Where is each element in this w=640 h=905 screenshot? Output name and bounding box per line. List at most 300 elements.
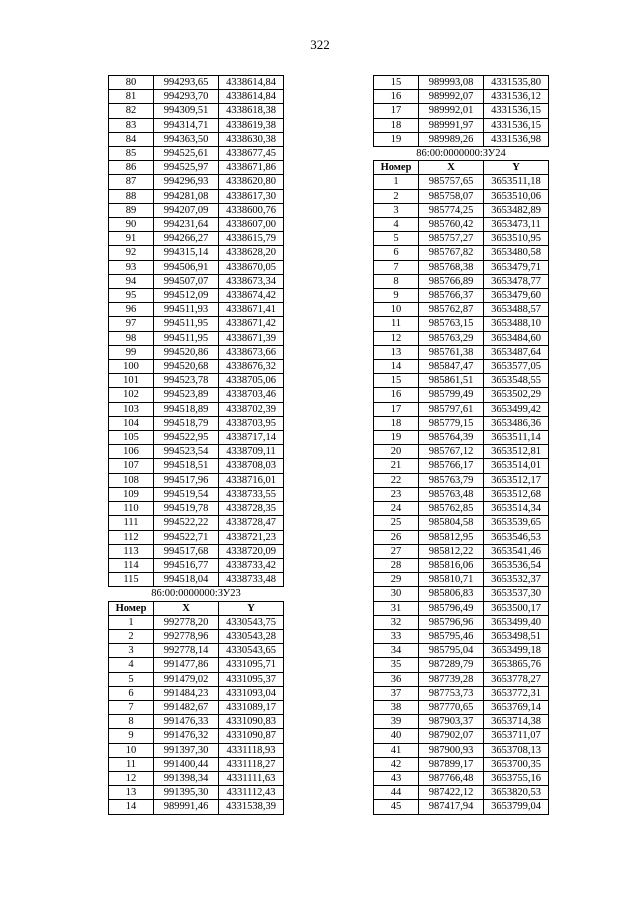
cell-y: 4338716,01 bbox=[219, 473, 284, 487]
cell-number: 93 bbox=[109, 260, 154, 274]
cell-number: 107 bbox=[109, 459, 154, 473]
cell-x: 994520,86 bbox=[154, 345, 219, 359]
table-row bbox=[374, 274, 549, 288]
table-row bbox=[374, 232, 549, 246]
cell-number: 20 bbox=[374, 445, 419, 459]
cell-x: 991400,44 bbox=[154, 757, 219, 771]
cell-x: 989991,46 bbox=[154, 800, 219, 814]
cell-number: 6 bbox=[109, 686, 154, 700]
cell-y: 4331536,12 bbox=[484, 90, 549, 104]
cell-number: 37 bbox=[374, 686, 419, 700]
cell-number: 45 bbox=[374, 800, 419, 814]
cell-x: 987739,28 bbox=[419, 672, 484, 686]
cell-x: 994518,79 bbox=[154, 416, 219, 430]
table-row bbox=[374, 104, 549, 118]
cell-x: 994296,93 bbox=[154, 175, 219, 189]
cell-number: 104 bbox=[109, 416, 154, 430]
cell-y: 4338607,00 bbox=[219, 218, 284, 232]
table-row bbox=[109, 90, 284, 104]
cell-number: 42 bbox=[374, 757, 419, 771]
table-row bbox=[109, 715, 284, 729]
cell-x: 991479,02 bbox=[154, 672, 219, 686]
cell-x: 994512,09 bbox=[154, 289, 219, 303]
cell-y: 3653536,54 bbox=[484, 558, 549, 572]
cell-x: 989992,01 bbox=[419, 104, 484, 118]
cell-y: 4338614,84 bbox=[219, 76, 284, 90]
table-row bbox=[109, 345, 284, 359]
cell-x: 985761,38 bbox=[419, 345, 484, 359]
cell-number: 24 bbox=[374, 502, 419, 516]
cell-number: 17 bbox=[374, 402, 419, 416]
cell-y: 4338709,11 bbox=[219, 445, 284, 459]
cell-y: 4338615,79 bbox=[219, 232, 284, 246]
cell-x: 985816,06 bbox=[419, 558, 484, 572]
cell-x: 994522,22 bbox=[154, 516, 219, 530]
table-row bbox=[109, 743, 284, 757]
cell-number: 89 bbox=[109, 203, 154, 217]
table-row bbox=[109, 289, 284, 303]
cell-y: 4331090,83 bbox=[219, 715, 284, 729]
cell-x: 994507,07 bbox=[154, 274, 219, 288]
table-row bbox=[374, 644, 549, 658]
table-row bbox=[109, 303, 284, 317]
table-row bbox=[374, 573, 549, 587]
cell-number: 2 bbox=[374, 189, 419, 203]
cell-number: 106 bbox=[109, 445, 154, 459]
cell-x: 987902,07 bbox=[419, 729, 484, 743]
cell-number: 18 bbox=[374, 118, 419, 132]
cell-x: 994517,96 bbox=[154, 473, 219, 487]
table-row bbox=[109, 686, 284, 700]
cell-number: 44 bbox=[374, 786, 419, 800]
cell-number: 15 bbox=[374, 374, 419, 388]
cell-y: 3653755,16 bbox=[484, 771, 549, 785]
cell-y: 3653772,31 bbox=[484, 686, 549, 700]
cell-x: 994523,78 bbox=[154, 374, 219, 388]
table-row bbox=[374, 303, 549, 317]
cell-number: 22 bbox=[374, 473, 419, 487]
cell-y: 3653482,89 bbox=[484, 203, 549, 217]
table-row bbox=[374, 459, 549, 473]
table-row bbox=[109, 530, 284, 544]
table-row bbox=[374, 218, 549, 232]
cell-y: 4338733,42 bbox=[219, 558, 284, 572]
cell-y: 3653708,13 bbox=[484, 743, 549, 757]
cell-number: 1 bbox=[109, 615, 154, 629]
cell-number: 99 bbox=[109, 345, 154, 359]
cell-x: 994511,95 bbox=[154, 331, 219, 345]
table-row bbox=[109, 416, 284, 430]
cell-number: 108 bbox=[109, 473, 154, 487]
cell-x: 991482,67 bbox=[154, 700, 219, 714]
cell-y: 4338705,06 bbox=[219, 374, 284, 388]
cell-number: 7 bbox=[374, 260, 419, 274]
cell-y: 3653532,37 bbox=[484, 573, 549, 587]
cell-x: 994363,50 bbox=[154, 132, 219, 146]
cell-y: 3653510,06 bbox=[484, 189, 549, 203]
cell-number: 95 bbox=[109, 289, 154, 303]
cell-x: 985763,48 bbox=[419, 487, 484, 501]
cell-y: 4338717,14 bbox=[219, 431, 284, 445]
cell-number: 80 bbox=[109, 76, 154, 90]
cell-x: 991476,32 bbox=[154, 729, 219, 743]
table-row bbox=[374, 246, 549, 260]
cell-y: 3653510,95 bbox=[484, 232, 549, 246]
table-row bbox=[374, 544, 549, 558]
table-row bbox=[109, 786, 284, 800]
cell-y: 3653541,46 bbox=[484, 544, 549, 558]
table-row bbox=[109, 615, 284, 629]
table-row bbox=[109, 573, 284, 587]
cell-y: 4338671,39 bbox=[219, 331, 284, 345]
cell-number: 26 bbox=[374, 530, 419, 544]
cell-number: 92 bbox=[109, 246, 154, 260]
cell-number: 103 bbox=[109, 402, 154, 416]
table-row bbox=[374, 76, 549, 90]
cell-y: 4338728,47 bbox=[219, 516, 284, 530]
cell-number: 5 bbox=[109, 672, 154, 686]
cell-y: 4330543,28 bbox=[219, 629, 284, 643]
cell-y: 3653479,60 bbox=[484, 289, 549, 303]
cell-x: 994525,97 bbox=[154, 161, 219, 175]
table-row bbox=[374, 317, 549, 331]
cell-number: 13 bbox=[374, 345, 419, 359]
cell-x: 994517,68 bbox=[154, 544, 219, 558]
cell-number: 34 bbox=[374, 644, 419, 658]
cell-x: 991476,33 bbox=[154, 715, 219, 729]
cell-x: 994520,68 bbox=[154, 360, 219, 374]
cell-number: 105 bbox=[109, 431, 154, 445]
header-row bbox=[374, 161, 549, 175]
table-row bbox=[109, 147, 284, 161]
cell-x: 987900,93 bbox=[419, 743, 484, 757]
table-row bbox=[374, 431, 549, 445]
plot-caption-zu23: 86:00:0000000:ЗУ23 bbox=[151, 588, 241, 600]
cell-y: 4331095,37 bbox=[219, 672, 284, 686]
cell-number: 19 bbox=[374, 431, 419, 445]
cell-number: 31 bbox=[374, 601, 419, 615]
cell-y: 3653548,55 bbox=[484, 374, 549, 388]
table-row bbox=[109, 388, 284, 402]
cell-number: 9 bbox=[109, 729, 154, 743]
table-row bbox=[109, 402, 284, 416]
cell-y: 3653512,68 bbox=[484, 487, 549, 501]
cell-x: 985796,49 bbox=[419, 601, 484, 615]
cell-y: 4331118,93 bbox=[219, 743, 284, 757]
cell-number: 87 bbox=[109, 175, 154, 189]
coordinates-table-right bbox=[373, 75, 549, 815]
cell-x: 994516,77 bbox=[154, 558, 219, 572]
cell-x: 987903,37 bbox=[419, 715, 484, 729]
cell-y: 4331111,63 bbox=[219, 771, 284, 785]
cell-x: 994522,95 bbox=[154, 431, 219, 445]
cell-x: 985812,22 bbox=[419, 544, 484, 558]
cell-y: 4338671,86 bbox=[219, 161, 284, 175]
cell-x: 994519,54 bbox=[154, 487, 219, 501]
cell-y: 3653537,30 bbox=[484, 587, 549, 601]
cell-x: 994315,14 bbox=[154, 246, 219, 260]
table-row bbox=[109, 459, 284, 473]
cell-number: 15 bbox=[374, 76, 419, 90]
cell-y: 4338721,23 bbox=[219, 530, 284, 544]
cell-number: 21 bbox=[374, 459, 419, 473]
table-row bbox=[374, 757, 549, 771]
cell-x: 994518,51 bbox=[154, 459, 219, 473]
cell-number: 27 bbox=[374, 544, 419, 558]
table-row bbox=[109, 118, 284, 132]
cell-x: 989993,08 bbox=[419, 76, 484, 90]
cell-x: 989992,07 bbox=[419, 90, 484, 104]
cell-number: 82 bbox=[109, 104, 154, 118]
table-row bbox=[109, 260, 284, 274]
cell-x: 994525,61 bbox=[154, 147, 219, 161]
table-row bbox=[374, 658, 549, 672]
table-row bbox=[109, 232, 284, 246]
cell-y: 4338673,34 bbox=[219, 274, 284, 288]
header-row bbox=[109, 601, 284, 615]
cell-y: 4338628,20 bbox=[219, 246, 284, 260]
plot-caption-zu24: 86:00:0000000:ЗУ24 bbox=[416, 148, 506, 160]
cell-y: 4338674,42 bbox=[219, 289, 284, 303]
cell-x: 992778,20 bbox=[154, 615, 219, 629]
coordinates-table-left bbox=[108, 75, 284, 815]
cell-y: 3653478,77 bbox=[484, 274, 549, 288]
table-row bbox=[374, 672, 549, 686]
table-row bbox=[109, 700, 284, 714]
table-row bbox=[374, 473, 549, 487]
cell-number: 97 bbox=[109, 317, 154, 331]
cell-x: 987770,65 bbox=[419, 700, 484, 714]
cell-y: 4338600,76 bbox=[219, 203, 284, 217]
cell-x: 985810,71 bbox=[419, 573, 484, 587]
table-row bbox=[374, 374, 549, 388]
table-row bbox=[109, 331, 284, 345]
cell-x: 994506,91 bbox=[154, 260, 219, 274]
cell-y: 3653484,60 bbox=[484, 331, 549, 345]
table-row bbox=[374, 686, 549, 700]
table-row bbox=[374, 629, 549, 643]
cell-x: 991477,86 bbox=[154, 658, 219, 672]
cell-number: 98 bbox=[109, 331, 154, 345]
cell-x: 991484,23 bbox=[154, 686, 219, 700]
table-row bbox=[109, 175, 284, 189]
table-row bbox=[374, 445, 549, 459]
cell-x: 985795,46 bbox=[419, 629, 484, 643]
table-row bbox=[374, 530, 549, 544]
header-y: Y bbox=[484, 161, 549, 175]
table-row bbox=[374, 516, 549, 530]
cell-number: 86 bbox=[109, 161, 154, 175]
cell-y: 4331093,04 bbox=[219, 686, 284, 700]
cell-y: 4338703,95 bbox=[219, 416, 284, 430]
cell-number: 14 bbox=[374, 360, 419, 374]
cell-number: 41 bbox=[374, 743, 419, 757]
cell-y: 4330543,75 bbox=[219, 615, 284, 629]
table-row bbox=[109, 317, 284, 331]
cell-number: 40 bbox=[374, 729, 419, 743]
cell-x: 991397,30 bbox=[154, 743, 219, 757]
table-row bbox=[374, 601, 549, 615]
cell-number: 94 bbox=[109, 274, 154, 288]
cell-y: 4331536,15 bbox=[484, 118, 549, 132]
cell-y: 3653546,53 bbox=[484, 530, 549, 544]
table-row bbox=[374, 729, 549, 743]
cell-number: 38 bbox=[374, 700, 419, 714]
cell-y: 4338673,66 bbox=[219, 345, 284, 359]
cell-y: 3653512,17 bbox=[484, 473, 549, 487]
cell-x: 985757,65 bbox=[419, 175, 484, 189]
table-row bbox=[374, 175, 549, 189]
cell-y: 3653511,18 bbox=[484, 175, 549, 189]
cell-number: 35 bbox=[374, 658, 419, 672]
table-row bbox=[109, 218, 284, 232]
cell-number: 90 bbox=[109, 218, 154, 232]
cell-number: 28 bbox=[374, 558, 419, 572]
cell-y: 4338702,39 bbox=[219, 402, 284, 416]
table-row bbox=[109, 800, 284, 814]
cell-y: 4338703,46 bbox=[219, 388, 284, 402]
cell-y: 3653479,71 bbox=[484, 260, 549, 274]
cell-number: 5 bbox=[374, 232, 419, 246]
cell-x: 985847,47 bbox=[419, 360, 484, 374]
cell-y: 3653488,10 bbox=[484, 317, 549, 331]
cell-x: 985760,42 bbox=[419, 218, 484, 232]
cell-y: 3653577,05 bbox=[484, 360, 549, 374]
cell-number: 4 bbox=[374, 218, 419, 232]
table-row bbox=[109, 487, 284, 501]
cell-y: 4338620,80 bbox=[219, 175, 284, 189]
table-row bbox=[374, 615, 549, 629]
cell-y: 3653511,14 bbox=[484, 431, 549, 445]
cell-y: 4331089,17 bbox=[219, 700, 284, 714]
cell-number: 16 bbox=[374, 90, 419, 104]
cell-y: 4338708,03 bbox=[219, 459, 284, 473]
cell-x: 985757,27 bbox=[419, 232, 484, 246]
cell-number: 112 bbox=[109, 530, 154, 544]
table-row bbox=[374, 700, 549, 714]
cell-x: 985861,51 bbox=[419, 374, 484, 388]
cell-number: 88 bbox=[109, 189, 154, 203]
cell-x: 985795,04 bbox=[419, 644, 484, 658]
cell-x: 985766,89 bbox=[419, 274, 484, 288]
cell-y: 3653799,04 bbox=[484, 800, 549, 814]
cell-y: 3653769,14 bbox=[484, 700, 549, 714]
cell-x: 985763,79 bbox=[419, 473, 484, 487]
cell-y: 3653820,53 bbox=[484, 786, 549, 800]
cell-y: 4338676,32 bbox=[219, 360, 284, 374]
cell-number: 6 bbox=[374, 246, 419, 260]
cell-y: 3653502,29 bbox=[484, 388, 549, 402]
table-row bbox=[109, 544, 284, 558]
cell-y: 3653499,42 bbox=[484, 402, 549, 416]
cell-x: 994314,71 bbox=[154, 118, 219, 132]
cell-number: 113 bbox=[109, 544, 154, 558]
cell-y: 4330543,65 bbox=[219, 644, 284, 658]
cell-y: 4331118,27 bbox=[219, 757, 284, 771]
cell-y: 3653500,17 bbox=[484, 601, 549, 615]
cell-x: 987422,12 bbox=[419, 786, 484, 800]
cell-number: 16 bbox=[374, 388, 419, 402]
cell-x: 985763,29 bbox=[419, 331, 484, 345]
cell-y: 3653488,57 bbox=[484, 303, 549, 317]
cell-y: 3653711,07 bbox=[484, 729, 549, 743]
cell-x: 987417,94 bbox=[419, 800, 484, 814]
table-row bbox=[374, 487, 549, 501]
cell-number: 33 bbox=[374, 629, 419, 643]
cell-number: 96 bbox=[109, 303, 154, 317]
cell-number: 14 bbox=[109, 800, 154, 814]
table-row bbox=[374, 800, 549, 814]
cell-y: 3653499,18 bbox=[484, 644, 549, 658]
cell-x: 992778,96 bbox=[154, 629, 219, 643]
cell-x: 987289,79 bbox=[419, 658, 484, 672]
cell-x: 994266,27 bbox=[154, 232, 219, 246]
cell-number: 91 bbox=[109, 232, 154, 246]
table-row bbox=[109, 502, 284, 516]
table-row bbox=[374, 360, 549, 374]
cell-number: 29 bbox=[374, 573, 419, 587]
cell-x: 985796,96 bbox=[419, 615, 484, 629]
cell-y: 4338619,38 bbox=[219, 118, 284, 132]
cell-x: 994511,93 bbox=[154, 303, 219, 317]
cell-y: 4331095,71 bbox=[219, 658, 284, 672]
header-x: X bbox=[154, 601, 219, 615]
cell-y: 3653514,01 bbox=[484, 459, 549, 473]
cell-number: 23 bbox=[374, 487, 419, 501]
table-row bbox=[109, 203, 284, 217]
cell-y: 4338671,41 bbox=[219, 303, 284, 317]
cell-number: 12 bbox=[109, 771, 154, 785]
table-row bbox=[109, 771, 284, 785]
cell-x: 985762,87 bbox=[419, 303, 484, 317]
table-row bbox=[374, 388, 549, 402]
table-row bbox=[109, 431, 284, 445]
cell-x: 994511,95 bbox=[154, 317, 219, 331]
cell-number: 85 bbox=[109, 147, 154, 161]
cell-number: 8 bbox=[109, 715, 154, 729]
cell-y: 4338670,05 bbox=[219, 260, 284, 274]
table-row bbox=[374, 402, 549, 416]
cell-x: 992778,14 bbox=[154, 644, 219, 658]
cell-x: 985762,85 bbox=[419, 502, 484, 516]
cell-number: 12 bbox=[374, 331, 419, 345]
cell-number: 36 bbox=[374, 672, 419, 686]
cell-number: 110 bbox=[109, 502, 154, 516]
cell-y: 4338630,38 bbox=[219, 132, 284, 146]
cell-y: 3653539,65 bbox=[484, 516, 549, 530]
cell-number: 83 bbox=[109, 118, 154, 132]
cell-x: 985766,17 bbox=[419, 459, 484, 473]
table-row bbox=[374, 558, 549, 572]
cell-x: 985764,39 bbox=[419, 431, 484, 445]
cell-y: 3653487,64 bbox=[484, 345, 549, 359]
cell-number: 102 bbox=[109, 388, 154, 402]
cell-number: 25 bbox=[374, 516, 419, 530]
cell-x: 991395,30 bbox=[154, 786, 219, 800]
cell-y: 4331536,15 bbox=[484, 104, 549, 118]
cell-x: 994518,04 bbox=[154, 573, 219, 587]
cell-number: 19 bbox=[374, 132, 419, 146]
cell-number: 11 bbox=[374, 317, 419, 331]
table-row bbox=[109, 189, 284, 203]
cell-x: 994231,64 bbox=[154, 218, 219, 232]
cell-y: 4338677,45 bbox=[219, 147, 284, 161]
header-number: Номер bbox=[374, 161, 419, 175]
cell-number: 115 bbox=[109, 573, 154, 587]
cell-x: 985797,61 bbox=[419, 402, 484, 416]
cell-number: 8 bbox=[374, 274, 419, 288]
header-x: X bbox=[419, 161, 484, 175]
